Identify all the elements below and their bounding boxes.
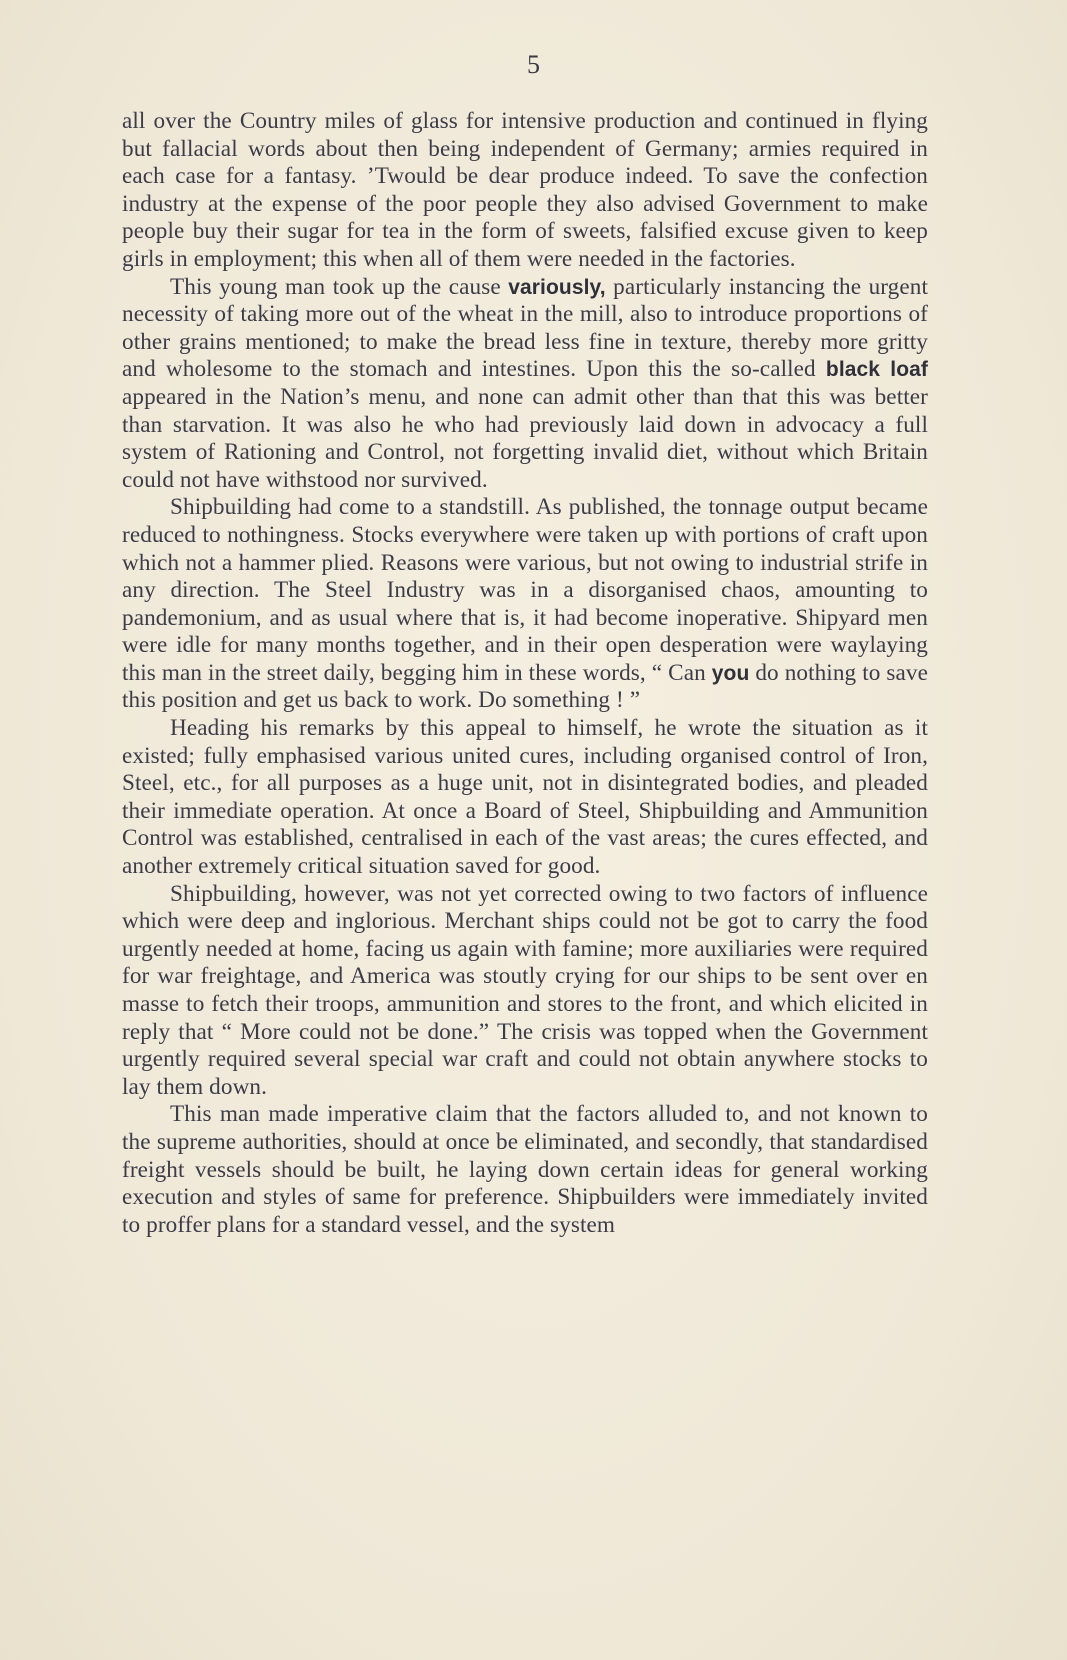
paragraph-text: Shipbuilding had come to a standstill. As published, the tonnage output became reduced to nothingness. Stocks everywhere were taken up with portions of craft upon which not a hammer plied. Reasons were various, but not owing to industrial strife in any direction. The Steel Industry was in a disorganised chaos, amounting to pandemonium, and as usual where that is, it had become inoperative. Shipyard men were idle for many months together, and in their open desperation were waylaying this man in the street daily, begging him in these words, “ Can bbox=[122, 494, 928, 686]
paragraph-text: This man made imperative claim that the factors alluded to, and not known to the supreme authorities, should at once be eliminated, and secondly, that standardised freight vessels should be built, he laying down certain ideas for general working execution and styles of same for preference. Shipbuilders were immediately invited to proffer plans for a standard vessel, and the system bbox=[122, 1101, 928, 1238]
paragraph-text: Shipbuilding, however, was not yet corrected owing to two factors of influence which were deep and inglorious. Merchant ships could not be got to carry the food urgently needed at home, facing us again with famine; more auxiliaries were required for war freightage, and America was stoutly crying for our ships to be sent over en masse to fetch their troops, ammunition and stores to the front, and which elicited in reply that “ More could not be done.” The crisis was topped when the Government urgently required several special war craft and could not obtain anywhere stocks to lay them down. bbox=[122, 880, 928, 1100]
paragraph bbox=[122, 274, 928, 495]
paragraph-text: This young man took up the cause bbox=[170, 273, 509, 300]
emphasis-text: black loaf bbox=[825, 358, 928, 382]
paragraph bbox=[122, 715, 928, 881]
emphasis-text: you bbox=[711, 661, 750, 685]
paragraph-text: do nothing to save this position and get us back to work. Do something ! ” bbox=[122, 659, 928, 714]
paragraph-text: Heading his remarks by this appeal to himself, he wrote the situation as it existed; fully emphasised various united cures, including organised control of Iron, Steel, etc., for all purposes as a huge unit, not in disintegrated bodies, and pleaded their immediate operation. At once a Board of Steel, Shipbuilding and Ammunition Control was established, centralised in each of the vast areas; the cures effected, and another extremely critical situation saved for good. bbox=[122, 715, 928, 880]
paragraph bbox=[122, 108, 928, 274]
paragraph bbox=[122, 1101, 928, 1239]
paragraph-text: all over the Country miles of glass for intensive production and continued in flying but fallacial words about then being independent of Germany; armies required in each case for a fantasy. ’Twould be dear produce indeed. To save the confection industry at the expense of the poor people they also advised Government to make people buy their sugar for tea in the form of sweets, falsified excuse given to keep girls in employment; this when all of them were needed in the factories. bbox=[122, 108, 928, 272]
paragraph bbox=[122, 494, 928, 715]
emphasis-text: variously, bbox=[508, 275, 606, 299]
paragraph-text: appeared in the Nation’s menu, and none can admit other than that this was better than starvation. It was also he who had previously laid down in advocacy a full system of Rationing and Control, not forgetting invalid diet, without which Britain could not have withstood nor survived. bbox=[122, 383, 928, 493]
paragraph bbox=[122, 881, 928, 1102]
body-text bbox=[122, 108, 928, 1239]
paragraph-text: particularly instancing the urgent necessity of taking more out of the wheat in the mill, also to introduce proportions of other grains mentioned; to make the bread less fine in texture, thereby more gritty and wholesome to the stomach and intestines. Upon this the so-called bbox=[122, 273, 928, 383]
page-number: 5 bbox=[527, 50, 540, 79]
